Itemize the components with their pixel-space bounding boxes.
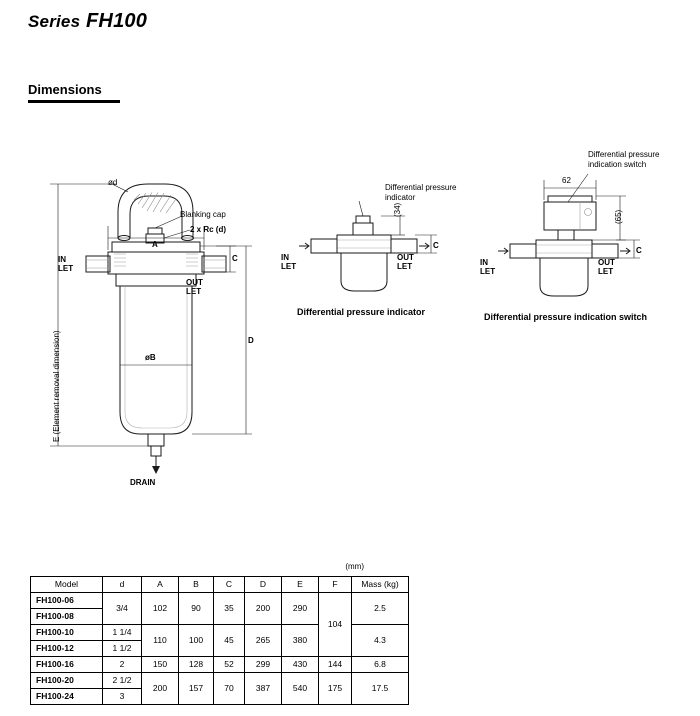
blanking-cap-label: Blanking cap (180, 210, 226, 219)
th-mass: Mass (kg) (352, 577, 409, 593)
cell-B: 128 (179, 657, 214, 673)
series-model: FH100 (86, 10, 148, 32)
table-row (31, 625, 409, 641)
cell-model: FH100-16 (31, 657, 103, 673)
phi-d-label: ød (108, 178, 118, 187)
cell-d: 2 (103, 657, 142, 673)
cell-E: 540 (282, 673, 319, 705)
cell-model: FH100-24 (31, 689, 103, 705)
cell-mass: 4.3 (352, 625, 409, 657)
main-filter-drawing (30, 150, 280, 510)
cell-F: 104 (319, 593, 352, 657)
cell-model: FH100-20 (31, 673, 103, 689)
cell-d: 3 (103, 689, 142, 705)
dim-E-label: E (Element removal dimension) (52, 330, 61, 442)
cell-mass: 17.5 (352, 673, 409, 705)
cell-D: 265 (245, 625, 282, 657)
cell-d: 1 1/2 (103, 641, 142, 657)
cell-d: 3/4 (103, 593, 142, 625)
th-B: B (179, 577, 214, 593)
cell-model: FH100-06 (31, 593, 103, 609)
cell-F: 175 (319, 673, 352, 705)
dimensions-table (30, 576, 409, 705)
unit-note: (mm) (345, 562, 364, 571)
dim-62-label: 62 (562, 176, 571, 185)
cell-A: 150 (142, 657, 179, 673)
table-header-row (31, 577, 409, 593)
th-C: C (214, 577, 245, 593)
indicator-outlet-label: OUT LET (397, 253, 414, 271)
switch-outlet-label: OUT LET (598, 258, 615, 276)
switch-callout-label: Differential pressure indication switch (588, 150, 660, 169)
outlet-label: OUT LET (186, 278, 203, 296)
indicator-callout-label: Differential pressure indicator (385, 183, 457, 202)
cell-A: 102 (142, 593, 179, 625)
indicator-drawing (281, 183, 460, 325)
section-underline (28, 100, 120, 103)
switch-drawing (480, 150, 690, 325)
cell-A: 200 (142, 673, 179, 705)
cell-D: 200 (245, 593, 282, 625)
cell-model: FH100-12 (31, 641, 103, 657)
switch-caption: Differential pressure indication switch (484, 312, 648, 322)
dim-34-label: (34) (393, 202, 402, 217)
page-title (28, 10, 147, 33)
cell-A: 110 (142, 625, 179, 657)
drain-label: DRAIN (130, 478, 156, 487)
cell-C: 45 (214, 625, 245, 657)
cell-B: 100 (179, 625, 214, 657)
cell-D: 299 (245, 657, 282, 673)
cell-D: 387 (245, 673, 282, 705)
cell-model: FH100-08 (31, 609, 103, 625)
dim-A-label: A (152, 240, 158, 249)
cell-mass: 2.5 (352, 593, 409, 625)
table-row (31, 657, 409, 673)
th-d: d (103, 577, 142, 593)
indicator-caption: Differential pressure indicator (297, 307, 426, 317)
th-model: Model (31, 577, 103, 593)
series-word: Series (28, 12, 81, 31)
th-F: F (319, 577, 352, 593)
cell-E: 380 (282, 625, 319, 657)
cell-mass: 6.8 (352, 657, 409, 673)
two-x-rc-label: 2 x Rc (d) (190, 225, 227, 234)
dim-C-label: C (232, 254, 238, 263)
cell-d: 2 1/2 (103, 673, 142, 689)
table-row (31, 673, 409, 689)
th-A: A (142, 577, 179, 593)
cell-B: 157 (179, 673, 214, 705)
cell-E: 290 (282, 593, 319, 625)
cell-E: 430 (282, 657, 319, 673)
cell-d: 1 1/4 (103, 625, 142, 641)
th-D: D (245, 577, 282, 593)
cell-B: 90 (179, 593, 214, 625)
th-E: E (282, 577, 319, 593)
cell-C: 70 (214, 673, 245, 705)
table-row (31, 593, 409, 609)
indicator-dim-C-label: C (433, 241, 439, 250)
indicator-inlet-label: IN LET (281, 253, 297, 271)
dim-65-label: (65) (614, 209, 623, 224)
switch-inlet-label: IN LET (480, 258, 496, 276)
cell-C: 52 (214, 657, 245, 673)
dim-D-label: D (248, 336, 254, 345)
inlet-label: IN LET (58, 255, 74, 273)
dim-B-label: øB (145, 353, 156, 362)
switch-dim-C-label: C (636, 246, 642, 255)
cell-model: FH100-10 (31, 625, 103, 641)
cell-C: 35 (214, 593, 245, 625)
cell-F: 144 (319, 657, 352, 673)
section-heading: Dimensions (28, 82, 102, 97)
